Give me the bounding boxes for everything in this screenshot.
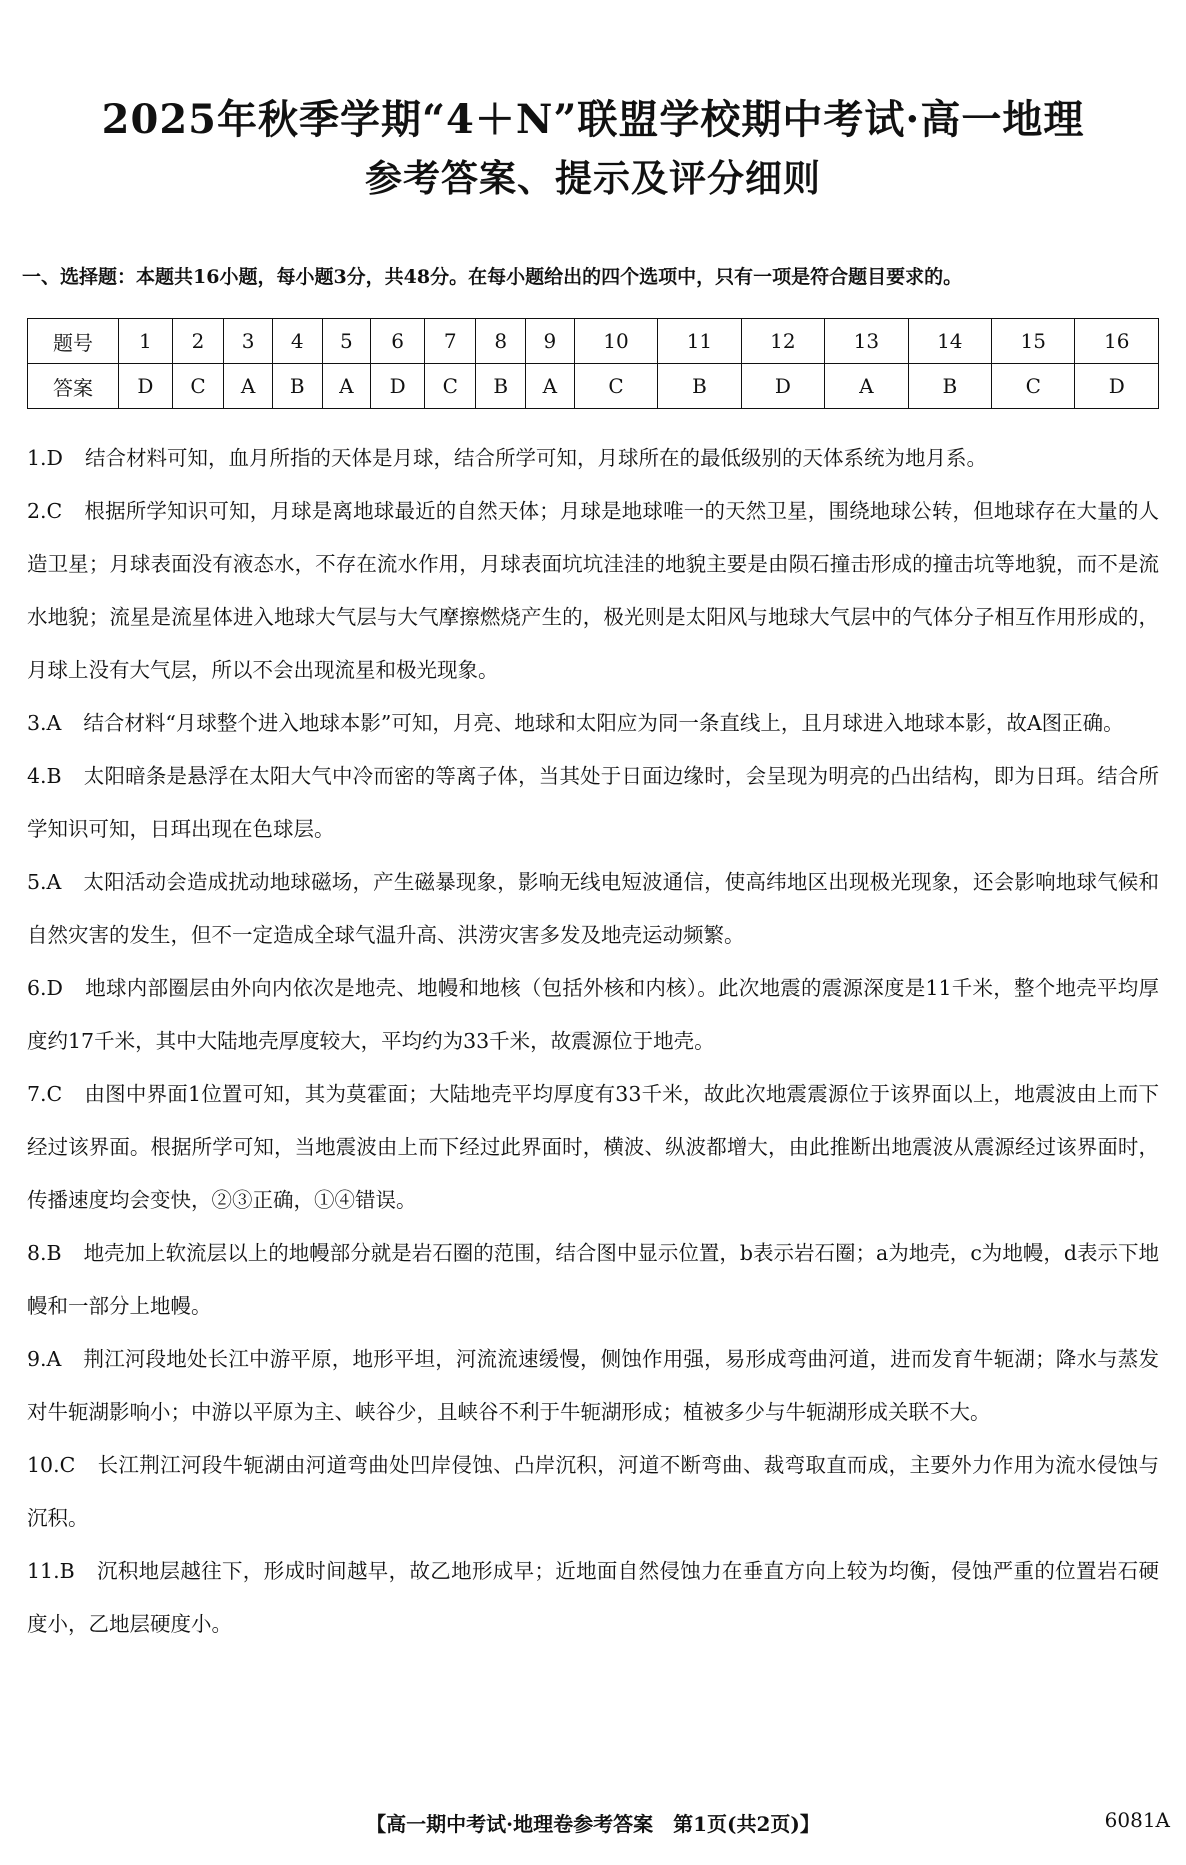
item-text: 结合材料“月球整个进入地球本影”可知，月亮、地球和太阳应为同一条直线上，且月球进入地球本影，故A图正确。 [83, 711, 1124, 735]
explanation-item [27, 962, 1159, 1068]
question-number-row [28, 319, 1159, 364]
item-text: 地球内部圈层由外向内依次是地壳、地幔和地核（包括外核和内核）。此次地震的震源深度是11千米，整个地壳平均厚度约17千米，其中大陆地壳厚度较大，平均约为33千米，故震源位于地壳。 [27, 976, 1159, 1053]
answer-cell: C [425, 364, 476, 409]
question-number: 6 [371, 319, 425, 364]
answer-cell: A [322, 364, 371, 409]
answer-cell: D [371, 364, 425, 409]
answer-cell: A [825, 364, 908, 409]
item-text: 太阳暗条是悬浮在太阳大气中冷而密的等离子体，当其处于日面边缘时，会呈现为明亮的凸出结构，即为日珥。结合所学知识可知，日珥出现在色球层。 [27, 764, 1159, 841]
item-number: 4.B [27, 764, 62, 788]
answer-cell: C [172, 364, 223, 409]
question-number: 3 [224, 319, 273, 364]
question-number: 15 [992, 319, 1075, 364]
explanation-item [27, 432, 1159, 485]
question-number: 8 [476, 319, 526, 364]
item-text: 根据所学知识可知，月球是离地球最近的自然天体；月球是地球唯一的天然卫星，围绕地球公转，但地球存在大量的人造卫星；月球表面没有液态水，不存在流水作用，月球表面坑坑洼洼的地貌主要是由陨石撞击形成的撞击坑等地貌，而不是流水地貌；流星是流星体进入地球大气层与大气摩擦燃烧产生的，极光则是太阳风与地球大气层中的气体分子相互作用形成的，月球上没有大气层，所以不会出现流星和极光现象。 [27, 499, 1159, 682]
answer-row [28, 364, 1159, 409]
explanation-item [27, 750, 1159, 856]
row-label-question-number: 题号 [28, 319, 119, 364]
item-number: 6.D [27, 976, 63, 1000]
item-text: 沉积地层越往下，形成时间越早，故乙地形成早；近地面自然侵蚀力在垂直方向上较为均衡，侵蚀严重的位置岩石硬度小，乙地层硬度小。 [27, 1559, 1159, 1636]
explanation-item [27, 1439, 1159, 1545]
question-number: 12 [741, 319, 824, 364]
section-heading: 一、选择题：本题共16小题，每小题3分，共48分。在每小题给出的四个选项中，只有一项是符合题目要求的。 [22, 266, 963, 288]
item-text: 太阳活动会造成扰动地球磁场，产生磁暴现象，影响无线电短波通信，使高纬地区出现极光现象，还会影响地球气候和自然灾害的发生，但不一定造成全球气温升高、洪涝灾害多发及地壳运动频繁。 [27, 870, 1159, 947]
item-number: 11.B [27, 1559, 75, 1583]
answer-cell: A [526, 364, 575, 409]
explanation-item [27, 1545, 1159, 1651]
row-label-answer: 答案 [28, 364, 119, 409]
answer-cell: B [476, 364, 526, 409]
page-title: 2025年秋季学期“4＋N”联盟学校期中考试·高一地理 [101, 96, 1085, 143]
item-text: 地壳加上软流层以上的地幔部分就是岩石圈的范围，结合图中显示位置，b表示岩石圈；a为地壳，c为地幔，d表示下地幔和一部分上地幔。 [27, 1241, 1159, 1318]
item-number: 10.C [27, 1453, 76, 1477]
answer-cell: B [908, 364, 991, 409]
page-subtitle: 参考答案、提示及评分细则 [365, 156, 821, 200]
question-number: 11 [658, 319, 741, 364]
question-number: 2 [172, 319, 223, 364]
answer-cell: B [272, 364, 322, 409]
page-footer: 【高一期中考试·地理卷参考答案 第1页(共2页)】 [366, 1812, 820, 1836]
item-number: 7.C [27, 1082, 63, 1106]
explanation-item [27, 1068, 1159, 1227]
question-number: 4 [272, 319, 322, 364]
explanation-item [27, 697, 1159, 750]
explanation-item [27, 1333, 1159, 1439]
item-text: 结合材料可知，血月所指的天体是月球，结合所学可知，月球所在的最低级别的天体系统为地月系。 [85, 446, 987, 470]
item-number: 5.A [27, 870, 62, 894]
item-text: 长江荆江河段牛轭湖由河道弯曲处凹岸侵蚀、凸岸沉积，河道不断弯曲、裁弯取直而成，主要外力作用为流水侵蚀与沉积。 [27, 1453, 1159, 1530]
question-number: 10 [574, 319, 657, 364]
answer-cell: D [1075, 364, 1159, 409]
explanation-item [27, 485, 1159, 697]
document-code: 6081A [1104, 1808, 1170, 1832]
question-number: 14 [908, 319, 991, 364]
item-text: 由图中界面1位置可知，其为莫霍面；大陆地壳平均厚度有33千米，故此次地震震源位于该界面以上，地震波由上而下经过该界面。根据所学可知，当地震波由上而下经过此界面时，横波、纵波都增大，由此推断出地震波从震源经过该界面时，传播速度均会变快，②③正确，①④错误。 [27, 1082, 1159, 1212]
answer-cell: D [741, 364, 824, 409]
explanation-item [27, 1227, 1159, 1333]
item-number: 3.A [27, 711, 62, 735]
answer-cell: D [119, 364, 173, 409]
item-number: 1.D [27, 446, 63, 470]
question-number: 13 [825, 319, 908, 364]
answer-table [27, 318, 1159, 409]
question-number: 9 [526, 319, 575, 364]
item-number: 2.C [27, 499, 63, 523]
question-number: 7 [425, 319, 476, 364]
item-number: 9.A [27, 1347, 62, 1371]
answer-cell: C [574, 364, 657, 409]
explanation-item [27, 856, 1159, 962]
answer-cell: C [992, 364, 1075, 409]
question-number: 1 [119, 319, 173, 364]
answer-cell: B [658, 364, 741, 409]
item-number: 8.B [27, 1241, 62, 1265]
question-number: 5 [322, 319, 371, 364]
answer-cell: A [224, 364, 273, 409]
explanation-list [27, 432, 1159, 1651]
question-number: 16 [1075, 319, 1159, 364]
item-text: 荆江河段地处长江中游平原，地形平坦，河流流速缓慢，侧蚀作用强，易形成弯曲河道，进而发育牛轭湖；降水与蒸发对牛轭湖影响小；中游以平原为主、峡谷少，且峡谷不利于牛轭湖形成；植被多少与牛轭湖形成关联不大。 [27, 1347, 1159, 1424]
